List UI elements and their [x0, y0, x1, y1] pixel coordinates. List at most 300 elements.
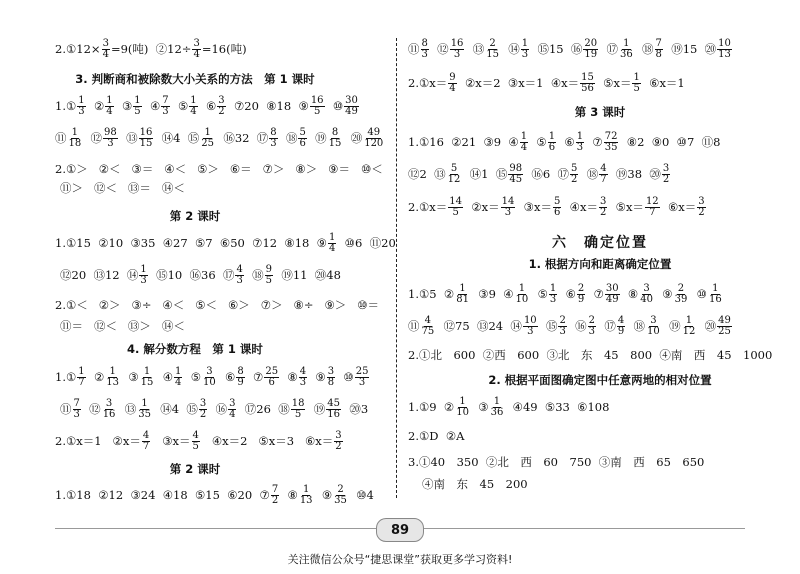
- numerator: 1: [109, 365, 116, 377]
- answer-text: ⑯: [567, 319, 587, 333]
- numerator: 1: [204, 126, 211, 138]
- denominator: 2: [698, 206, 705, 218]
- answer-line-l9: [60, 264, 341, 286]
- answer-text: ⑦: [245, 370, 264, 384]
- answer-text: =9(吨) ②12÷: [110, 42, 192, 56]
- answer-text: ⑤: [530, 287, 548, 301]
- answer-text: ⑨: [314, 488, 333, 502]
- denominator: 3: [299, 376, 307, 388]
- fraction: [299, 485, 314, 506]
- answer-line-l10: [55, 294, 379, 316]
- numerator: 1: [548, 130, 556, 142]
- numerator: 1: [459, 282, 466, 294]
- denominator: 3: [236, 274, 243, 286]
- fraction: [645, 197, 660, 218]
- answer-text: ②: [86, 99, 105, 113]
- numerator: 16: [450, 37, 464, 49]
- numerator: 5: [450, 162, 458, 174]
- numerator: 4: [600, 162, 607, 174]
- numerator: 3: [643, 282, 650, 294]
- denominator: 3: [78, 105, 85, 117]
- denominator: 75: [421, 325, 435, 337]
- denominator: 56: [581, 82, 594, 94]
- denominator: 3: [588, 325, 596, 337]
- fraction: [421, 316, 436, 337]
- answer-text: ⑮: [538, 319, 558, 333]
- answer-text: ③9 ④: [470, 287, 514, 301]
- answer-text: ②x＝2 ③x＝1 ④x＝: [457, 76, 580, 90]
- numerator: 3: [327, 365, 335, 377]
- numerator: 7: [271, 483, 279, 495]
- numerator: 98: [509, 162, 523, 174]
- numerator: 7: [73, 397, 80, 409]
- denominator: 6: [268, 376, 275, 388]
- section-heading-rh2: 六 确定位置: [552, 235, 648, 251]
- numerator: 10: [523, 314, 537, 326]
- denominator: 7: [649, 206, 656, 218]
- numerator: 3: [229, 397, 236, 409]
- answer-text: ⑲38 ⑳: [608, 167, 661, 181]
- answer-text: ④: [155, 370, 174, 384]
- answer-line-r10: [408, 315, 733, 337]
- answer-text: 1.①: [55, 370, 77, 384]
- answer-text: ⑲15 ⑳: [663, 42, 717, 56]
- answer-text: ②: [86, 370, 105, 384]
- numerator: 4: [617, 314, 625, 326]
- fraction: [697, 197, 705, 218]
- numerator: 16: [139, 126, 153, 138]
- column-divider: [396, 38, 397, 498]
- answer-text: ⑤: [529, 135, 547, 149]
- fraction: [448, 197, 463, 218]
- denominator: 18: [68, 137, 82, 149]
- fraction: [140, 367, 155, 388]
- numerator: 1: [459, 395, 466, 407]
- answer-text: 3.①40 350 ②北 西 60 750 ③南 西 65 650: [408, 455, 705, 469]
- denominator: 19: [584, 48, 598, 60]
- answer-text: 1.①9 ②: [408, 400, 455, 414]
- answer-text: ③: [470, 400, 489, 414]
- answer-line-r1: [408, 38, 733, 60]
- answer-text: ⑪: [408, 42, 420, 56]
- answer-text: ③: [114, 99, 133, 113]
- denominator: 5: [134, 105, 141, 117]
- answer-text: ⑨: [654, 287, 673, 301]
- numerator: 4: [299, 365, 307, 377]
- denominator: 15: [328, 137, 342, 149]
- denominator: 2: [199, 408, 207, 420]
- fraction: [717, 316, 732, 337]
- answer-text: ⑰: [597, 319, 616, 333]
- answer-text: ⑪: [60, 402, 72, 416]
- numerator: 8: [331, 126, 339, 138]
- denominator: 2: [335, 440, 342, 452]
- numerator: 2: [489, 37, 496, 49]
- fraction: [682, 316, 697, 337]
- denominator: 13: [718, 48, 731, 60]
- answer-text: ⑦: [586, 287, 604, 301]
- answer-line-r2: [408, 72, 685, 94]
- fraction: [576, 132, 584, 153]
- answer-text: ⑱: [634, 42, 654, 56]
- fraction: [264, 367, 279, 388]
- fraction: [133, 96, 141, 117]
- denominator: 15: [140, 376, 154, 388]
- denominator: 3: [140, 274, 147, 286]
- denominator: 3: [521, 48, 529, 60]
- numerator: 8: [237, 365, 244, 377]
- fraction: [674, 284, 689, 305]
- fraction: [328, 128, 343, 149]
- denominator: 12: [682, 325, 696, 337]
- numerator: 1: [633, 71, 640, 83]
- footer-note: 关注微信公众号“捷思课堂”获取更多学习资料!: [287, 553, 513, 566]
- fraction: [102, 399, 117, 420]
- denominator: 4: [190, 105, 197, 117]
- fraction: [202, 367, 217, 388]
- denominator: 3: [107, 137, 114, 149]
- fraction: [639, 284, 654, 305]
- denominator: 3: [421, 48, 428, 60]
- numerator: 3: [650, 314, 657, 326]
- denominator: 35: [604, 141, 618, 153]
- answer-line-r11: [408, 344, 772, 366]
- answer-text: ④: [142, 99, 161, 113]
- denominator: 13: [106, 376, 120, 388]
- numerator: 3: [662, 162, 670, 174]
- fraction: [485, 39, 500, 60]
- answer-text: ⑥: [557, 135, 575, 149]
- fraction: [708, 284, 723, 305]
- answer-text: ⑳: [697, 319, 717, 333]
- answer-text: ⑦: [585, 135, 603, 149]
- section-heading-h3: 4. 解分数方程 第 1 课时: [127, 342, 263, 356]
- numerator: 12: [645, 195, 659, 207]
- numerator: 4: [424, 314, 432, 326]
- answer-text: ⑭1 ⑮: [462, 167, 508, 181]
- fraction: [421, 39, 429, 60]
- denominator: 5: [294, 408, 302, 420]
- fraction: [344, 96, 359, 117]
- denominator: 40: [640, 293, 653, 305]
- answer-text: ⑱: [579, 167, 599, 181]
- denominator: 3: [453, 48, 461, 60]
- numerator: 8: [270, 126, 277, 138]
- answer-text: ⑫2 ⑬: [408, 167, 446, 181]
- numerator: 18: [291, 397, 305, 409]
- answer-text: ⑲11 ⑳48: [274, 268, 341, 282]
- answer-text: ⑯6 ⑰: [524, 167, 570, 181]
- answer-text: 2.①D ②A: [408, 429, 465, 443]
- fraction: [105, 367, 120, 388]
- denominator: 15: [486, 48, 499, 60]
- fraction: [448, 73, 456, 94]
- answer-line-l14: [60, 398, 368, 420]
- answer-line-r6: [408, 196, 707, 218]
- answer-text: ⑰26 ⑱: [237, 402, 290, 416]
- answer-text: ④x＝2 ⑤x＝3 ⑥x＝: [200, 434, 334, 448]
- answer-text: 1.①16 ②21 ③9 ④: [408, 135, 519, 149]
- fraction: [192, 39, 200, 60]
- answer-text: 2.①x＝: [408, 76, 448, 90]
- numerator: 1: [712, 282, 719, 294]
- answer-text: ⑥x＝: [660, 200, 697, 214]
- fraction: [103, 128, 118, 149]
- denominator: 10: [203, 376, 216, 388]
- answer-text: ⑬: [117, 402, 137, 416]
- fraction: [271, 485, 279, 506]
- denominator: 35: [334, 494, 347, 506]
- page-number: 89: [390, 522, 410, 538]
- denominator: 9: [237, 376, 244, 388]
- answer-text: ⑱: [244, 268, 264, 282]
- numerator: 1: [576, 130, 584, 142]
- fraction: [142, 431, 150, 452]
- answer-text: ⑭4 ⑮: [154, 131, 200, 145]
- fraction: [291, 399, 306, 420]
- numerator: 1: [520, 130, 528, 142]
- answer-text: ⑪: [408, 319, 420, 333]
- fraction: [521, 39, 529, 60]
- fraction: [299, 367, 307, 388]
- answer-text: ⑭4 ⑮: [152, 402, 198, 416]
- answer-text: ⑦20 ⑧18 ⑨: [226, 99, 309, 113]
- answer-text: ④南 东 45 200: [422, 477, 528, 491]
- answer-text: =16(吨): [201, 42, 247, 56]
- fraction: [228, 399, 236, 420]
- fraction: [548, 132, 556, 153]
- numerator: 9: [265, 263, 273, 275]
- denominator: 5: [192, 440, 199, 452]
- answer-text: ⑰: [599, 42, 618, 56]
- fraction: [77, 96, 85, 117]
- fraction: [102, 39, 110, 60]
- answer-text: 2.①＜ ②＞ ③÷ ④＜ ⑤＜ ⑥＞ ⑦＞ ⑧÷ ⑨＞ ⑩＝: [55, 298, 380, 312]
- numerator: 3: [218, 94, 225, 106]
- section-heading-h4: 第 2 课时: [169, 462, 221, 476]
- fraction: [553, 197, 561, 218]
- numerator: 20: [584, 37, 598, 49]
- answer-line-l13: [55, 366, 370, 388]
- answer-line-r9: [408, 283, 724, 305]
- fraction: [334, 431, 342, 452]
- answer-text: ⑳: [343, 131, 363, 145]
- answer-text: ⑱: [626, 319, 646, 333]
- fraction: [662, 164, 670, 185]
- answer-line-l3: [55, 95, 360, 117]
- denominator: 3: [576, 141, 584, 153]
- numerator: 49: [367, 126, 381, 138]
- numerator: 1: [190, 94, 197, 106]
- denominator: 4: [229, 408, 236, 420]
- denominator: 2: [218, 105, 225, 117]
- fraction: [105, 96, 113, 117]
- denominator: 120: [364, 137, 384, 149]
- fraction: [355, 367, 370, 388]
- numerator: 3: [102, 37, 109, 49]
- denominator: 2: [271, 494, 279, 506]
- numerator: 3: [698, 195, 705, 207]
- answer-text: ⑫: [81, 402, 101, 416]
- denominator: 6: [299, 137, 306, 149]
- numerator: 1: [140, 263, 147, 275]
- denominator: 2: [571, 173, 578, 185]
- denominator: 9: [617, 325, 625, 337]
- fraction: [515, 284, 530, 305]
- numerator: 5: [553, 195, 561, 207]
- denominator: 3: [73, 408, 80, 420]
- answer-text: ⑧: [620, 287, 639, 301]
- fraction: [450, 39, 465, 60]
- numerator: 2: [588, 314, 596, 326]
- denominator: 4: [193, 48, 200, 60]
- numerator: 1: [685, 314, 693, 326]
- fraction: [455, 397, 470, 418]
- fraction: [326, 399, 341, 420]
- numerator: 1: [302, 483, 310, 495]
- denominator: 4: [102, 48, 109, 60]
- numerator: 7: [162, 94, 169, 106]
- answer-text: ⑬: [465, 42, 485, 56]
- fraction: [501, 197, 516, 218]
- answer-text: 1.①18 ②12 ③24 ④18 ⑤15 ⑥20 ⑦: [55, 488, 270, 502]
- numerator: 45: [327, 397, 341, 409]
- numerator: 1: [518, 282, 526, 294]
- numerator: 4: [142, 429, 150, 441]
- numerator: 1: [143, 365, 151, 377]
- denominator: 10: [515, 293, 529, 305]
- fraction: [588, 316, 596, 337]
- denominator: 3: [162, 105, 169, 117]
- answer-text: 2.①x＝: [408, 200, 448, 214]
- denominator: 15: [139, 137, 153, 149]
- answer-text: ⑬: [118, 131, 138, 145]
- answer-line-r16: [422, 473, 528, 495]
- numerator: 14: [501, 195, 515, 207]
- fraction: [217, 96, 225, 117]
- numerator: 1: [78, 94, 85, 106]
- answer-text: ⑲: [661, 319, 681, 333]
- denominator: 5: [313, 105, 321, 117]
- fraction: [617, 316, 625, 337]
- fraction: [328, 233, 336, 254]
- fraction: [490, 397, 505, 418]
- answer-line-r5: [408, 163, 671, 185]
- numerator: 14: [449, 195, 463, 207]
- denominator: 36: [490, 406, 504, 418]
- answer-text: ⑤: [170, 99, 189, 113]
- numerator: 8: [421, 37, 428, 49]
- denominator: 8: [327, 376, 335, 388]
- numerator: 98: [104, 126, 117, 138]
- answer-text: ④49 ⑤33 ⑥108: [505, 400, 610, 414]
- answer-text: ③x＝: [151, 434, 191, 448]
- fraction: [77, 367, 85, 388]
- answer-text: ⑫: [83, 131, 103, 145]
- answer-text: 2.①＞ ②＜ ③＝ ④＜ ⑤＞ ⑥＝ ⑦＞ ⑧＞ ⑨＝ ⑩＜: [55, 162, 383, 176]
- denominator: 16: [102, 408, 116, 420]
- answer-text: ⑯32 ⑰: [216, 131, 269, 145]
- fraction: [580, 73, 595, 94]
- numerator: 72: [604, 130, 618, 142]
- denominator: 4: [520, 141, 528, 153]
- section-heading-h2: 第 2 课时: [169, 209, 221, 223]
- numerator: 30: [345, 94, 358, 106]
- answer-text: ⑯: [208, 402, 228, 416]
- denominator: 81: [456, 293, 469, 305]
- denominator: 2: [662, 173, 670, 185]
- numerator: 49: [718, 314, 731, 326]
- section-heading-rh3: 1. 根据方向和距离确定位置: [528, 257, 672, 271]
- answer-text: 1.①5 ②: [408, 287, 455, 301]
- answer-line-l6: [60, 177, 185, 199]
- denominator: 39: [674, 293, 688, 305]
- answer-text: ⑨: [308, 370, 326, 384]
- numerator: 2: [559, 314, 566, 326]
- numerator: 4: [236, 263, 243, 275]
- numerator: 25: [355, 365, 369, 377]
- answer-line-l11: [60, 315, 185, 337]
- numerator: 1: [106, 94, 113, 106]
- answer-line-l4: [55, 127, 385, 149]
- fraction: [577, 284, 585, 305]
- fraction: [189, 96, 197, 117]
- denominator: 4: [449, 82, 456, 94]
- fraction: [235, 265, 243, 286]
- denominator: 12: [447, 173, 461, 185]
- denominator: 4: [175, 376, 182, 388]
- answer-text: 2.①12×: [55, 42, 101, 56]
- fraction: [236, 367, 244, 388]
- fraction: [269, 128, 277, 149]
- denominator: 9: [577, 293, 585, 305]
- fraction: [523, 316, 538, 337]
- answer-text: ⑲: [306, 402, 326, 416]
- answer-line-r14: [408, 425, 464, 447]
- numerator: 4: [192, 429, 199, 441]
- fraction: [192, 431, 200, 452]
- denominator: 16: [708, 293, 722, 305]
- fraction: [508, 164, 523, 185]
- fraction: [310, 96, 325, 117]
- numerator: 1: [329, 231, 336, 243]
- fraction: [68, 128, 83, 149]
- denominator: 3: [549, 293, 557, 305]
- denominator: 3: [270, 137, 277, 149]
- numerator: 1: [71, 126, 79, 138]
- section-heading-rh1: 第 3 课时: [574, 105, 626, 119]
- numerator: 10: [718, 37, 731, 49]
- numerator: 1: [493, 395, 501, 407]
- numerator: 1: [623, 37, 630, 49]
- fraction: [139, 265, 147, 286]
- fraction: [199, 399, 207, 420]
- answer-text: ④x＝: [562, 200, 598, 214]
- denominator: 36: [619, 48, 633, 60]
- answer-text: ⑭: [500, 42, 520, 56]
- answer-text: ⑤: [183, 370, 202, 384]
- fraction: [520, 132, 528, 153]
- answer-text: ⑮15 ⑯: [530, 42, 583, 56]
- denominator: 8: [655, 48, 662, 60]
- fraction: [447, 164, 462, 185]
- answer-text: ③: [121, 370, 139, 384]
- answer-text: ⑫75 ⑬24 ⑭: [436, 319, 522, 333]
- numerator: 15: [581, 71, 594, 83]
- answer-text: ⑪＝ ⑫＜ ⑬＞ ⑭＜: [60, 319, 185, 333]
- denominator: 5: [452, 206, 459, 218]
- denominator: 7: [142, 440, 150, 452]
